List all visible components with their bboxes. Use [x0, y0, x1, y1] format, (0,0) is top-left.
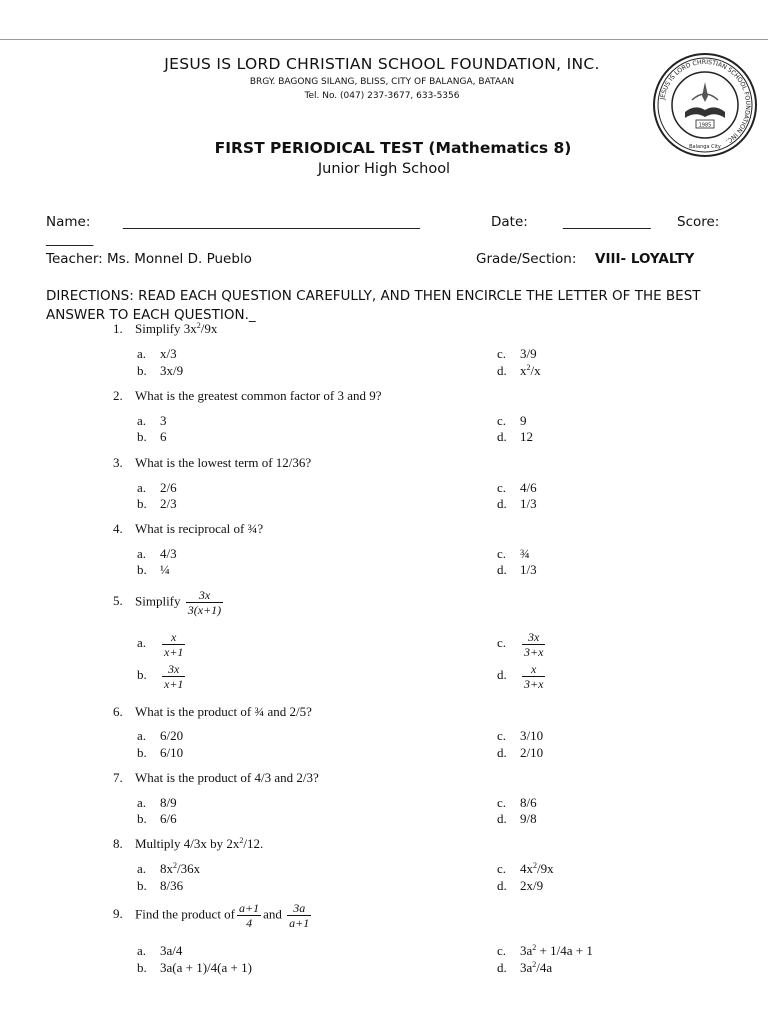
- question-3: 3. What is the lowest term of 12/36?: [113, 455, 312, 470]
- score-label: Score:: [677, 214, 720, 230]
- q7-option-b[interactable]: b. 6/6: [137, 811, 177, 826]
- q3-option-d[interactable]: d. 1/3: [497, 496, 537, 511]
- test-subtitle: Junior High School: [317, 161, 451, 177]
- q9-fraction-1: $\frac{a+1}{4}$: [239, 901, 260, 930]
- school-telephone: Tel. No. (047) 237-3677, 633-5356: [304, 91, 460, 101]
- score-field[interactable]: _______: [46, 231, 94, 247]
- q9-option-a[interactable]: a. 3a/4: [137, 943, 183, 958]
- q2-option-c[interactable]: c. 9: [497, 413, 527, 428]
- question-7: 7. What is the product of 4/3 and 2/3?: [113, 770, 319, 785]
- test-title: FIRST PERIODICAL TEST (Mathematics 8): [214, 139, 572, 157]
- grade-section-label: Grade/Section:: [476, 251, 577, 267]
- grade-section-value: VIII- LOYALTY: [595, 251, 695, 267]
- q6-option-c[interactable]: c. 3/10: [497, 728, 544, 743]
- q9-option-c[interactable]: c. $3a^2 + 1/4a + 1$: [497, 943, 593, 958]
- date-label: Date:: [491, 214, 528, 230]
- q9-option-b[interactable]: b. 3a(a + 1)/4(a + 1): [137, 960, 252, 975]
- q8-option-b[interactable]: b. 8/36: [137, 878, 184, 893]
- q1-option-b[interactable]: b. 3x/9: [137, 363, 184, 378]
- q3-option-a[interactable]: a. 2/6: [137, 480, 177, 495]
- q4-option-a[interactable]: a. 4/3: [137, 546, 177, 561]
- q1-option-a[interactable]: a. x/3: [137, 346, 177, 361]
- q5-option-b[interactable]: b. $\frac{3x}{x+1}$: [137, 662, 184, 691]
- question-8: 8. Multiply 4/3x by $2x^2/12$.: [113, 836, 264, 851]
- question-1: 1. Simplify $3x^2/9x$: [113, 321, 218, 336]
- top-divider: [0, 39, 768, 40]
- svg-text:1985: 1985: [698, 122, 712, 129]
- q2-option-b[interactable]: b. 6: [137, 429, 167, 444]
- question-2: 2. What is the greatest common factor of 3 and 9?: [113, 388, 382, 403]
- q6-option-b[interactable]: b. 6/10: [137, 745, 184, 760]
- teacher-line: Teacher: Ms. Monnel D. Pueblo: [46, 251, 252, 267]
- date-field[interactable]: _____________: [563, 214, 651, 230]
- q3-option-b[interactable]: b. 2/3: [137, 496, 177, 511]
- q6-option-d[interactable]: d. 2/10: [497, 745, 544, 760]
- question-6: 6. What is the product of ¾ and 2/5?: [113, 704, 312, 719]
- q5-option-a[interactable]: a. $\frac{x}{x+1}$: [137, 630, 184, 659]
- question-4: 4. What is reciprocal of ¾?: [113, 521, 264, 536]
- question-5: 5. Simplify $\frac{3x}{3(x+1)}$: [113, 588, 222, 617]
- q5-fraction: $\frac{3x}{3(x+1)}$: [187, 588, 222, 617]
- q4-option-b[interactable]: b. ¼: [137, 562, 170, 577]
- q7-option-a[interactable]: a. 8/9: [137, 795, 177, 810]
- q8-option-c[interactable]: c. $4x^2/9x$: [497, 861, 554, 876]
- q1-option-d[interactable]: d. $x^2/x$: [497, 363, 541, 378]
- school-name: JESUS IS LORD CHRISTIAN SCHOOL FOUNDATION, INC.: [164, 55, 600, 73]
- q3-option-c[interactable]: c. 4/6: [497, 480, 537, 495]
- q5-option-c[interactable]: c. $\frac{3x}{3+x}$: [497, 630, 544, 659]
- q9-option-d[interactable]: d. $3a^2/4a$: [497, 960, 553, 975]
- q4-option-c[interactable]: c. ¾: [497, 546, 530, 561]
- svg-text:JESUS IS LORD CHRISTIAN SCHOOL: JESUS IS LORD CHRISTIAN SCHOOL FOUNDATION INC.: [659, 58, 752, 145]
- q7-option-d[interactable]: d. 9/8: [497, 811, 537, 826]
- question-9: 9. Find the product of $\frac{a+1}{4}$ and $\frac{3a}{a+1}$: [113, 901, 310, 930]
- q7-option-c[interactable]: c. 8/6: [497, 795, 537, 810]
- name-field[interactable]: ____________________________________________: [123, 214, 420, 230]
- q5-option-d[interactable]: d. $\frac{x}{3+x}$: [497, 662, 544, 691]
- svg-text:Balanga City: Balanga City: [689, 144, 721, 150]
- school-address: BRGY. BAGONG SILANG, BLISS, CITY OF BALANGA, BATAAN: [249, 77, 515, 87]
- q6-option-a[interactable]: a. 6/20: [137, 728, 184, 743]
- q8-option-a[interactable]: a. $8x^2/36x$: [137, 861, 201, 876]
- name-label: Name:: [46, 214, 91, 230]
- q2-option-d[interactable]: d. 12: [497, 429, 533, 444]
- directions: DIRECTIONS: READ EACH QUESTION CAREFULLY, AND THEN ENCIRCLE THE LETTER OF THE BEST ANSWER TO EACH QUESTION._: [46, 288, 701, 323]
- q8-option-d[interactable]: d. 2x/9: [497, 878, 544, 893]
- q2-option-a[interactable]: a. 3: [137, 413, 167, 428]
- q1-option-c[interactable]: c. 3/9: [497, 346, 537, 361]
- q4-option-d[interactable]: d. 1/3: [497, 562, 537, 577]
- q9-fraction-2: $\frac{3a}{a+1}$: [289, 901, 310, 930]
